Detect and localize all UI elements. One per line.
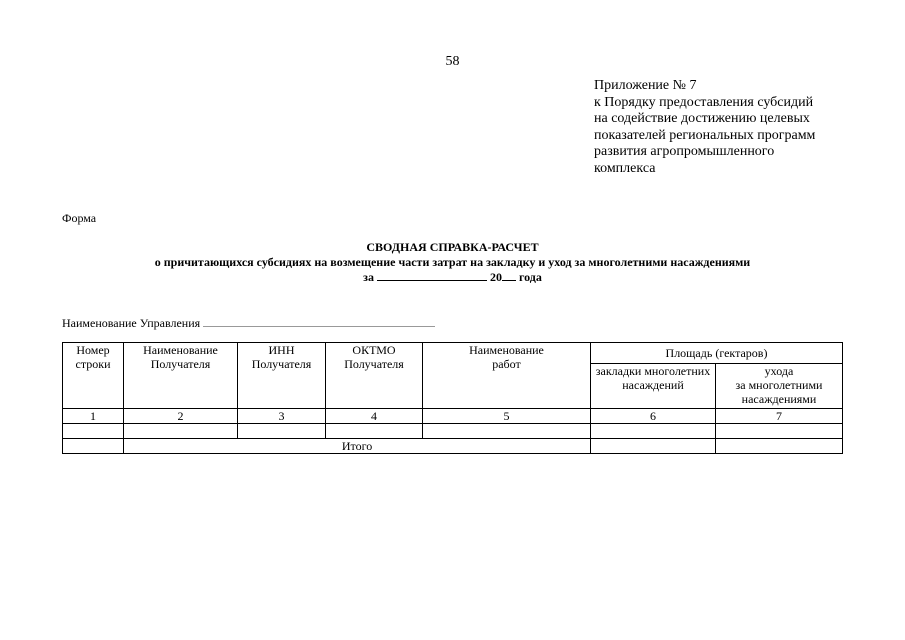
header-oktmo bbox=[326, 343, 423, 409]
header-planting bbox=[591, 364, 716, 409]
period-year: 20 bbox=[489, 270, 502, 284]
subtitle-line: о причитающихся субсидиях на возмещение части затрат на закладку и уход за многолетними насаждениями bbox=[154, 254, 751, 269]
appendix-line: на содействие достижению целевых bbox=[594, 111, 810, 126]
period-line bbox=[0, 269, 905, 285]
header-text: насаждениями bbox=[741, 392, 817, 406]
table-cell bbox=[326, 424, 423, 439]
total-label: Итого bbox=[124, 439, 591, 454]
column-number: 6 bbox=[591, 409, 716, 424]
column-number: 1 bbox=[63, 409, 124, 424]
column-number-row bbox=[63, 409, 843, 424]
column-number: 4 bbox=[326, 409, 423, 424]
column-number: 5 bbox=[423, 409, 591, 424]
header-text: насаждений bbox=[622, 378, 684, 392]
appendix-line: Приложение № 7 bbox=[594, 78, 697, 93]
period-prefix: за bbox=[363, 270, 374, 284]
page-number: 58 bbox=[445, 54, 460, 69]
header-text: ухода bbox=[764, 364, 794, 378]
total-care-cell bbox=[716, 439, 843, 454]
total-planting-cell bbox=[591, 439, 716, 454]
table-cell bbox=[423, 424, 591, 439]
department-field bbox=[62, 315, 435, 331]
table-cell bbox=[238, 424, 326, 439]
table-cell bbox=[124, 424, 238, 439]
column-number: 3 bbox=[238, 409, 326, 424]
header-row-number bbox=[63, 343, 124, 409]
header-text: закладки многолетних bbox=[595, 364, 711, 378]
appendix-line: развития агропромышленного bbox=[594, 144, 775, 159]
header-text: Получателя bbox=[251, 357, 312, 371]
header-text: за многолетними bbox=[735, 378, 823, 392]
header-text: работ bbox=[492, 357, 521, 371]
period-blank bbox=[377, 269, 487, 281]
table-cell bbox=[716, 424, 843, 439]
header-text: ОКТМО bbox=[352, 343, 396, 357]
table-cell bbox=[63, 424, 124, 439]
header-text: Наименование bbox=[143, 343, 218, 357]
title-line: СВОДНАЯ СПРАВКА-РАСЧЕТ bbox=[366, 240, 539, 254]
header-row bbox=[63, 343, 843, 364]
header-works bbox=[423, 343, 591, 409]
header-inn bbox=[238, 343, 326, 409]
department-label: Наименование Управления bbox=[62, 316, 201, 330]
header-recipient-name bbox=[124, 343, 238, 409]
appendix-line: комплекса bbox=[594, 160, 656, 176]
table-row bbox=[63, 424, 843, 439]
department-blank bbox=[203, 315, 435, 327]
appendix-note bbox=[594, 78, 854, 177]
year-blank bbox=[502, 269, 516, 281]
column-number: 2 bbox=[124, 409, 238, 424]
header-text: Получателя bbox=[344, 357, 404, 371]
header-text: строки bbox=[75, 357, 111, 371]
header-area: Площадь (гектаров) bbox=[591, 343, 843, 364]
document-title bbox=[0, 240, 905, 285]
header-text: Номер bbox=[76, 343, 110, 357]
period-suffix: года bbox=[518, 270, 542, 284]
header-text: Наименование bbox=[469, 343, 544, 357]
appendix-line: к Порядку предоставления субсидий bbox=[594, 94, 814, 110]
form-label: Форма bbox=[62, 211, 97, 225]
table-cell bbox=[591, 424, 716, 439]
appendix-line: показателей региональных программ bbox=[594, 127, 816, 143]
table-cell bbox=[63, 439, 124, 454]
total-row bbox=[63, 439, 843, 454]
header-text: Получателя bbox=[150, 357, 211, 371]
calculation-table bbox=[62, 342, 843, 454]
column-number: 7 bbox=[716, 409, 843, 424]
header-text: ИНН bbox=[268, 343, 295, 357]
header-care bbox=[716, 364, 843, 409]
